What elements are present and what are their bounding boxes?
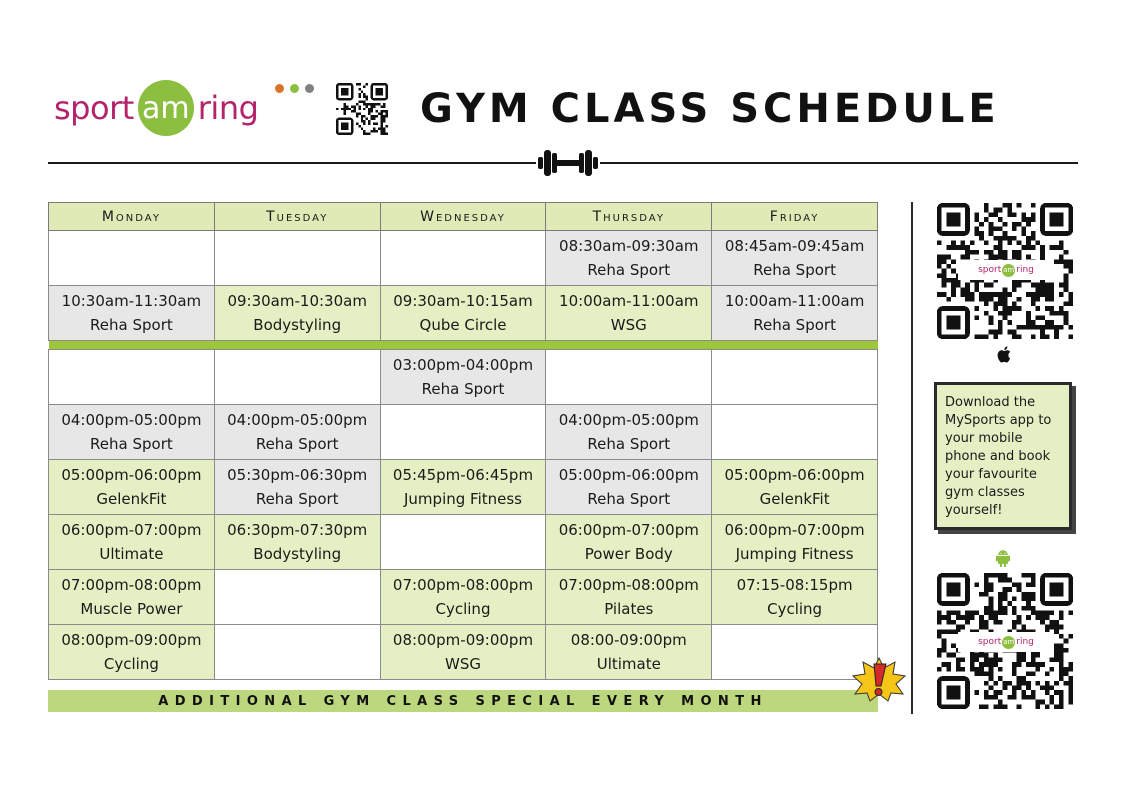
class-slot: [712, 460, 878, 515]
slot-time: 07:15-08:15pm: [736, 576, 853, 594]
slot-time: 06:00pm-07:00pm: [61, 521, 202, 539]
slot-class-name: Reha Sport: [421, 380, 505, 398]
empty-slot: [380, 231, 546, 286]
logo-text-sport: sport: [54, 89, 134, 127]
class-slot: [49, 286, 215, 341]
slot-class-name: Reha Sport: [753, 316, 836, 334]
slot-class-name: Cycling: [435, 600, 491, 618]
slot-time: 07:00pm-08:00pm: [61, 576, 202, 594]
slot-class-name: Jumping Fitness: [735, 545, 854, 563]
schedule-row: [49, 350, 878, 405]
day-header-tuesday: Tuesday: [214, 203, 380, 231]
page-title: GYM CLASS SCHEDULE: [420, 86, 1000, 132]
class-slot: [712, 570, 878, 625]
schedule-row: [49, 405, 878, 460]
exclamation-burst-icon: [852, 656, 906, 702]
slot-time: 05:00pm-06:00pm: [724, 466, 865, 484]
slot-class-name: Jumping Fitness: [404, 490, 522, 508]
empty-slot: [712, 350, 878, 405]
slot-time: 05:00pm-06:00pm: [61, 466, 202, 484]
empty-slot: [214, 625, 380, 680]
slot-time: 05:00pm-06:00pm: [558, 466, 699, 484]
logo-dot-green: [290, 84, 299, 93]
slot-time: 09:30am-10:15am: [393, 292, 533, 310]
empty-slot: [712, 405, 878, 460]
slot-class-name: Muscle Power: [80, 600, 183, 618]
class-slot: [712, 286, 878, 341]
schedule-row: [49, 515, 878, 570]
slot-class-name: Cycling: [103, 655, 159, 673]
schedule-row: [49, 286, 878, 341]
day-header-monday: Monday: [49, 203, 215, 231]
slot-class-name: WSG: [445, 655, 481, 673]
qr-label-sport: sport: [978, 265, 1002, 275]
schedule-row: [49, 570, 878, 625]
day-header-wednesday: Wednesday: [380, 203, 546, 231]
sportamring-logo: [54, 78, 258, 138]
empty-slot: [546, 350, 712, 405]
class-slot: [214, 405, 380, 460]
monthly-special-banner: ADDITIONAL GYM CLASS SPECIAL EVERY MONTH: [48, 690, 878, 712]
empty-slot: [214, 350, 380, 405]
slot-class-name: Power Body: [584, 545, 673, 563]
slot-time: 05:45pm-06:45pm: [392, 466, 534, 484]
slot-class-name: GelenkFit: [759, 490, 830, 508]
slot-time: 09:30am-10:30am: [227, 292, 367, 310]
slot-time: 05:30pm-06:30pm: [227, 466, 368, 484]
slot-time: 04:00pm-05:00pm: [61, 411, 202, 429]
logo-text-ring: ring: [197, 89, 259, 127]
header-divider-left: [48, 162, 536, 164]
class-slot: [380, 350, 546, 405]
slot-class-name: GelenkFit: [96, 490, 167, 508]
empty-slot: [49, 231, 215, 286]
class-slot: [546, 286, 712, 341]
midday-divider: [49, 341, 878, 350]
day-header-friday: Friday: [712, 203, 878, 231]
qr-logo-label-bottom: [958, 632, 1054, 652]
slot-time: 10:30am-11:30am: [61, 292, 202, 310]
slot-class-name: WSG: [610, 316, 647, 334]
slot-time: 08:00pm-09:00pm: [392, 631, 534, 649]
slot-time: 08:45am-09:45am: [724, 237, 865, 255]
schedule-row: [49, 231, 878, 286]
apple-icon: [996, 345, 1013, 369]
class-slot: [546, 570, 712, 625]
midday-divider-bar: [49, 341, 878, 350]
empty-slot: [214, 231, 380, 286]
schedule-row: [49, 460, 878, 515]
qr-label-ring: ring: [1016, 637, 1034, 647]
class-slot: [546, 625, 712, 680]
class-slot: [380, 570, 546, 625]
slot-class-name: Pilates: [604, 600, 654, 618]
slot-time: 06:00pm-07:00pm: [558, 521, 699, 539]
sidebar-divider: [911, 202, 913, 714]
class-slot: [214, 460, 380, 515]
slot-class-name: Reha Sport: [90, 435, 173, 453]
qr-logo-label-top: [958, 260, 1054, 280]
logo-circle-am: am: [138, 80, 194, 136]
slot-time: 07:00pm-08:00pm: [392, 576, 534, 594]
slot-time: 07:00pm-08:00pm: [558, 576, 699, 594]
logo-dots: [275, 84, 314, 93]
qr-label-sport: sport: [978, 637, 1002, 647]
class-slot: [380, 286, 546, 341]
class-slot: [380, 625, 546, 680]
schedule-row: [49, 625, 878, 680]
class-slot: [49, 625, 215, 680]
slot-time: 08:00-09:00pm: [570, 631, 687, 649]
slot-class-name: Qube Circle: [419, 316, 507, 334]
slot-time: 06:30pm-07:30pm: [227, 521, 368, 539]
class-slot: [49, 460, 215, 515]
schedule-table-wrapper: [48, 202, 878, 680]
slot-time: 04:00pm-05:00pm: [227, 411, 368, 429]
slot-class-name: Reha Sport: [90, 316, 173, 334]
day-header-row: [49, 203, 878, 231]
slot-class-name: Reha Sport: [587, 490, 671, 508]
slot-time: 10:00am-11:00am: [724, 292, 865, 310]
qr-label-am: am: [1002, 264, 1015, 277]
slot-class-name: Reha Sport: [753, 261, 836, 279]
qr-label-ring: ring: [1016, 265, 1034, 275]
slot-class-name: Bodystyling: [253, 545, 342, 563]
header-divider-right: [600, 162, 1078, 164]
header-qr-code: [336, 83, 388, 135]
app-download-promo: Download the MySports app to your mobile phone and book your favourite gym classes yourself!: [934, 382, 1072, 530]
slot-class-name: Ultimate: [596, 655, 661, 673]
class-slot: [712, 515, 878, 570]
class-slot: [49, 570, 215, 625]
slot-time: 08:00pm-09:00pm: [61, 631, 202, 649]
slot-class-name: Ultimate: [99, 545, 164, 563]
android-icon: [994, 549, 1012, 571]
class-slot: [546, 405, 712, 460]
class-slot: [49, 405, 215, 460]
slot-class-name: Cycling: [767, 600, 823, 618]
empty-slot: [214, 570, 380, 625]
logo-dot-orange: [275, 84, 284, 93]
slot-time: 10:00am-11:00am: [559, 292, 699, 310]
empty-slot: [380, 405, 546, 460]
slot-class-name: Reha Sport: [255, 435, 339, 453]
class-slot: [546, 515, 712, 570]
slot-time: 03:00pm-04:00pm: [392, 356, 534, 374]
slot-class-name: Bodystyling: [253, 316, 342, 334]
slot-time: 06:00pm-07:00pm: [724, 521, 865, 539]
class-slot: [214, 286, 380, 341]
class-slot: [546, 460, 712, 515]
class-slot: [49, 515, 215, 570]
slot-time: 08:30am-09:30am: [559, 237, 699, 255]
dumbbell-icon: [538, 146, 598, 180]
slot-class-name: Reha Sport: [587, 435, 671, 453]
empty-slot: [49, 350, 215, 405]
slot-time: 04:00pm-05:00pm: [558, 411, 699, 429]
schedule-table: [48, 202, 878, 680]
class-slot: [380, 460, 546, 515]
slot-class-name: Reha Sport: [587, 261, 671, 279]
logo-dot-grey: [305, 84, 314, 93]
class-slot: [546, 231, 712, 286]
empty-slot: [380, 515, 546, 570]
day-header-thursday: Thursday: [546, 203, 712, 231]
qr-label-am: am: [1002, 636, 1015, 649]
class-slot: [214, 515, 380, 570]
slot-class-name: Reha Sport: [255, 490, 339, 508]
class-slot: [712, 231, 878, 286]
